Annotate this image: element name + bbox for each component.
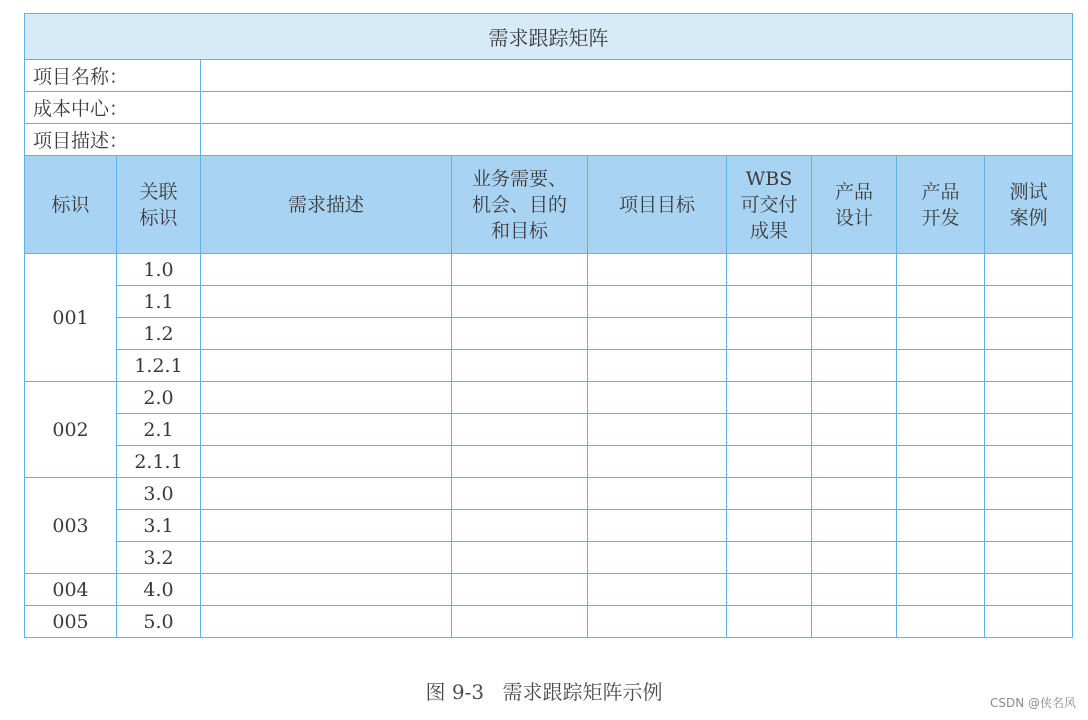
empty-cell — [452, 414, 588, 446]
related-id-cell: 5.0 — [117, 606, 201, 638]
empty-cell — [812, 510, 897, 542]
table-row — [25, 510, 1073, 542]
table-row — [25, 446, 1073, 478]
empty-cell — [985, 574, 1073, 606]
matrix-title: 需求跟踪矩阵 — [25, 14, 1073, 60]
empty-cell — [727, 414, 812, 446]
related-id-cell: 3.1 — [117, 510, 201, 542]
empty-cell — [588, 446, 727, 478]
header-business-needs: 业务需要、 机会、目的 和目标 — [452, 156, 588, 254]
empty-cell — [897, 478, 985, 510]
empty-cell — [985, 542, 1073, 574]
empty-cell — [588, 318, 727, 350]
empty-cell — [727, 542, 812, 574]
empty-cell — [812, 606, 897, 638]
requirement-id-cell: 004 — [25, 574, 117, 606]
empty-cell — [452, 254, 588, 286]
empty-cell — [985, 510, 1073, 542]
empty-cell — [452, 318, 588, 350]
figure-title: 需求跟踪矩阵示例 — [502, 680, 663, 704]
empty-cell — [588, 286, 727, 318]
empty-cell — [452, 382, 588, 414]
project-description-value — [201, 124, 1073, 156]
header-product-design: 产品 设计 — [812, 156, 897, 254]
empty-cell — [812, 350, 897, 382]
empty-cell — [812, 478, 897, 510]
empty-cell — [985, 350, 1073, 382]
table-row — [25, 542, 1073, 574]
empty-cell — [452, 542, 588, 574]
empty-cell — [588, 606, 727, 638]
empty-cell — [201, 286, 452, 318]
empty-cell — [588, 382, 727, 414]
empty-cell — [727, 350, 812, 382]
empty-cell — [201, 478, 452, 510]
empty-cell — [812, 574, 897, 606]
empty-cell — [201, 606, 452, 638]
empty-cell — [897, 414, 985, 446]
table-row — [25, 382, 1073, 414]
cost-center-value — [201, 92, 1073, 124]
empty-cell — [897, 446, 985, 478]
related-id-cell: 3.0 — [117, 478, 201, 510]
requirement-id-cell: 001 — [25, 254, 117, 382]
empty-cell — [727, 286, 812, 318]
empty-cell — [897, 574, 985, 606]
empty-cell — [985, 606, 1073, 638]
empty-cell — [201, 510, 452, 542]
table-row — [25, 318, 1073, 350]
related-id-cell: 2.1.1 — [117, 446, 201, 478]
empty-cell — [452, 286, 588, 318]
table-row — [25, 478, 1073, 510]
figure-caption — [0, 676, 1088, 705]
table-row — [25, 350, 1073, 382]
empty-cell — [201, 542, 452, 574]
empty-cell — [588, 350, 727, 382]
header-product-development: 产品 开发 — [897, 156, 985, 254]
project-name-value — [201, 60, 1073, 92]
empty-cell — [452, 606, 588, 638]
project-name-label: 项目名称： — [25, 60, 201, 92]
requirement-id-cell: 002 — [25, 382, 117, 478]
column-header-row — [25, 156, 1073, 254]
empty-cell — [985, 382, 1073, 414]
related-id-cell: 2.1 — [117, 414, 201, 446]
empty-cell — [201, 414, 452, 446]
empty-cell — [452, 574, 588, 606]
empty-cell — [812, 286, 897, 318]
empty-cell — [727, 478, 812, 510]
related-id-cell: 1.2.1 — [117, 350, 201, 382]
empty-cell — [727, 574, 812, 606]
empty-cell — [897, 382, 985, 414]
header-test-cases: 测试 案例 — [985, 156, 1073, 254]
empty-cell — [452, 350, 588, 382]
empty-cell — [588, 510, 727, 542]
empty-cell — [985, 446, 1073, 478]
empty-cell — [727, 382, 812, 414]
empty-cell — [985, 254, 1073, 286]
project-description-label: 项目描述： — [25, 124, 201, 156]
empty-cell — [812, 254, 897, 286]
related-id-cell: 1.0 — [117, 254, 201, 286]
requirements-traceability-matrix — [24, 13, 1073, 638]
empty-cell — [727, 510, 812, 542]
header-id: 标识 — [25, 156, 117, 254]
empty-cell — [452, 478, 588, 510]
empty-cell — [897, 286, 985, 318]
empty-cell — [985, 478, 1073, 510]
empty-cell — [897, 510, 985, 542]
empty-cell — [727, 446, 812, 478]
related-id-cell: 2.0 — [117, 382, 201, 414]
empty-cell — [588, 254, 727, 286]
csdn-watermark: CSDN @侠名风 — [989, 696, 1076, 710]
header-project-objectives: 项目目标 — [588, 156, 727, 254]
empty-cell — [201, 382, 452, 414]
empty-cell — [452, 510, 588, 542]
table-row — [25, 574, 1073, 606]
empty-cell — [985, 318, 1073, 350]
empty-cell — [897, 606, 985, 638]
empty-cell — [897, 350, 985, 382]
requirement-id-cell: 005 — [25, 606, 117, 638]
related-id-cell: 3.2 — [117, 542, 201, 574]
empty-cell — [588, 542, 727, 574]
table-row — [25, 286, 1073, 318]
empty-cell — [727, 318, 812, 350]
empty-cell — [812, 318, 897, 350]
header-wbs-deliverables: WBS 可交付 成果 — [727, 156, 812, 254]
empty-cell — [812, 542, 897, 574]
requirement-id-cell: 003 — [25, 478, 117, 574]
cost-center-label: 成本中心： — [25, 92, 201, 124]
empty-cell — [727, 254, 812, 286]
empty-cell — [201, 254, 452, 286]
header-requirement-description: 需求描述 — [201, 156, 452, 254]
empty-cell — [897, 254, 985, 286]
figure-number: 图 9-3 — [425, 680, 485, 704]
table-row — [25, 254, 1073, 286]
empty-cell — [588, 478, 727, 510]
empty-cell — [201, 446, 452, 478]
related-id-cell: 1.1 — [117, 286, 201, 318]
empty-cell — [588, 414, 727, 446]
empty-cell — [201, 574, 452, 606]
related-id-cell: 4.0 — [117, 574, 201, 606]
related-id-cell: 1.2 — [117, 318, 201, 350]
empty-cell — [985, 414, 1073, 446]
table-row — [25, 414, 1073, 446]
empty-cell — [812, 446, 897, 478]
empty-cell — [588, 574, 727, 606]
empty-cell — [727, 606, 812, 638]
empty-cell — [452, 446, 588, 478]
empty-cell — [985, 286, 1073, 318]
empty-cell — [812, 382, 897, 414]
empty-cell — [897, 318, 985, 350]
table-row — [25, 606, 1073, 638]
header-related-id: 关联 标识 — [117, 156, 201, 254]
empty-cell — [201, 318, 452, 350]
empty-cell — [201, 350, 452, 382]
empty-cell — [812, 414, 897, 446]
empty-cell — [897, 542, 985, 574]
